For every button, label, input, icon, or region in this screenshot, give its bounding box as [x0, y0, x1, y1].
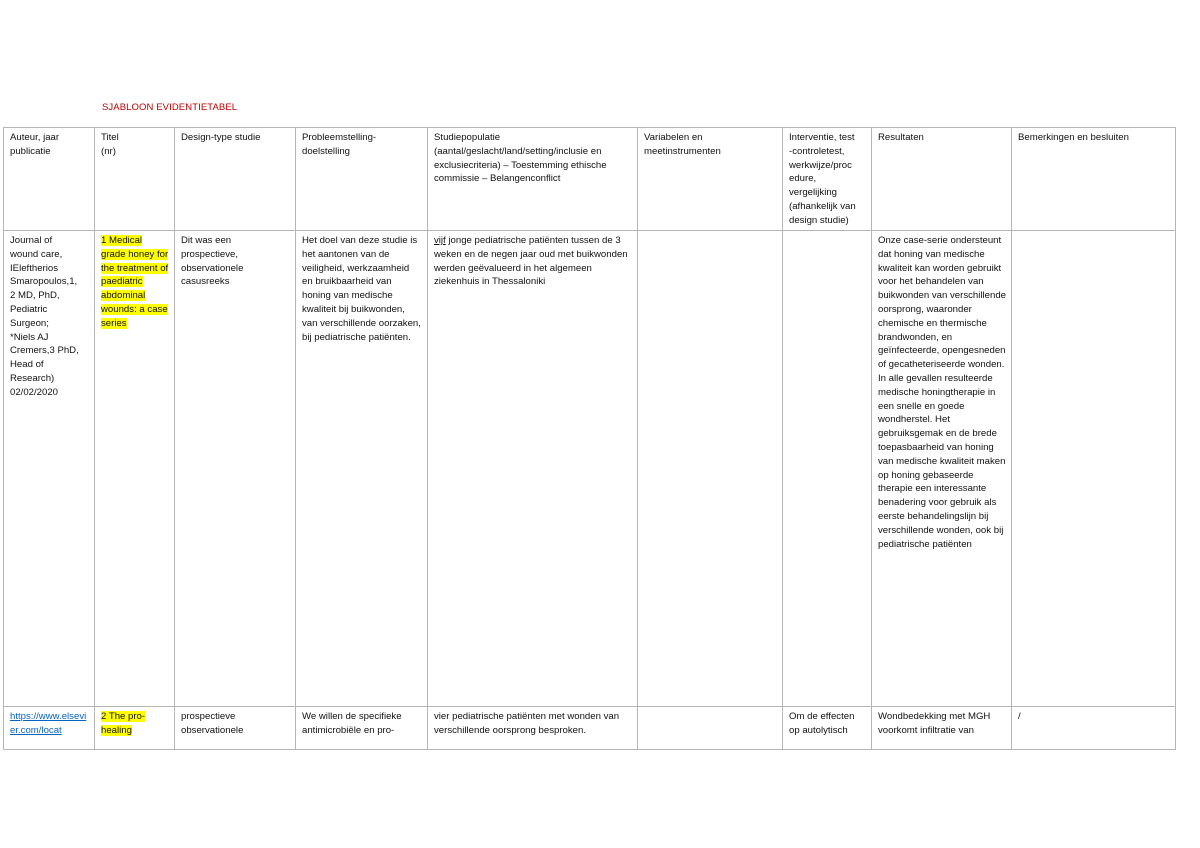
population-count: vijf [434, 235, 446, 246]
table-header-row [4, 128, 1176, 231]
cell-remarks: / [1012, 707, 1176, 750]
cell-intervention [783, 231, 872, 707]
table-row [4, 707, 1176, 750]
cell-variables [638, 231, 783, 707]
header-variables: Variabelen en meetinstrumenten [638, 128, 783, 231]
table-row [4, 231, 1176, 707]
population-description: jonge pediatrische patiënten tussen de 3 weken en de negen jaar oud met buikwonden werden geëvalueerd in het algemeen ziekenhuis in Thessaloniki [434, 235, 628, 288]
cell-title [95, 231, 175, 707]
header-problem: Probleemstelling- doelstelling [296, 128, 428, 231]
cell-author [4, 707, 95, 750]
cell-design: prospectieve observationele [175, 707, 296, 750]
cell-results: Onze case-serie ondersteunt dat honing van medische kwaliteit kan worden gebruikt voor het behandelen van buikwonden van verschillende oorsprong, waaronder chemische en thermische brandwonden, en geïnfecteerde, opengesneden of gecatheteriseerde wonden. In alle gevallen resulteerde medische honingtherapie in een snelle en goede wondherstel. Het gebruiksgemak en de brede toepasbaarheid van honing van medische kwaliteit maken op honing gebaseerde therapie een interessante benadering voor gebruik als eerste behandelingslijn bij verschillende wonden, ook bij pediatrische patiënten [872, 231, 1012, 707]
cell-title [95, 707, 175, 750]
cell-intervention: Om de effecten op autolytisch [783, 707, 872, 750]
highlighted-title: 1 Medical grade honey for the treatment of paediatric abdominal wounds: a case series [101, 235, 169, 329]
document-title: SJABLOON EVIDENTIETABEL [102, 102, 238, 113]
cell-design: Dit was een prospectieve, observationele casusreeks [175, 231, 296, 707]
cell-problem: Het doel van deze studie is het aantonen van de veiligheid, werkzaamheid en bruikbaarheid van honing van medische kwaliteit bij buikwonden, van verschillende oorzaken, bij pediatrische patiënten. [296, 231, 428, 707]
cell-remarks [1012, 231, 1176, 707]
header-intervention: Interventie, test -controletest, werkwijze/proc edure, vergelijking (afhankelijk van design studie) [783, 128, 872, 231]
cell-variables [638, 707, 783, 750]
cell-problem: We willen de specifieke antimicrobiële en pro- [296, 707, 428, 750]
header-remarks: Bemerkingen en besluiten [1012, 128, 1176, 231]
header-design: Design-type studie [175, 128, 296, 231]
header-title: Titel (nr) [95, 128, 175, 231]
cell-author: Journal of wound care, IEleftherios Smaropoulos,1, 2 MD, PhD, Pediatric Surgeon; *Niels AJ Cremers,3 PhD, Head of Research) 02/02/2020 [4, 231, 95, 707]
header-population: Studiepopulatie (aantal/geslacht/land/setting/inclusie en exclusiecriteria) – Toestemming ethische commissie – Belangenconflict [428, 128, 638, 231]
evidence-table [3, 127, 1176, 750]
header-author: Auteur, jaar publicatie [4, 128, 95, 231]
cell-population [428, 231, 638, 707]
header-results: Resultaten [872, 128, 1012, 231]
cell-population: vier pediatrische patiënten met wonden van verschillende oorsprong besproken. [428, 707, 638, 750]
source-link[interactable]: https://www.elsevier.com/locat [10, 711, 87, 736]
cell-results: Wondbedekking met MGH voorkomt infiltratie van [872, 707, 1012, 750]
highlighted-title: 2 The pro-healing [101, 711, 146, 736]
